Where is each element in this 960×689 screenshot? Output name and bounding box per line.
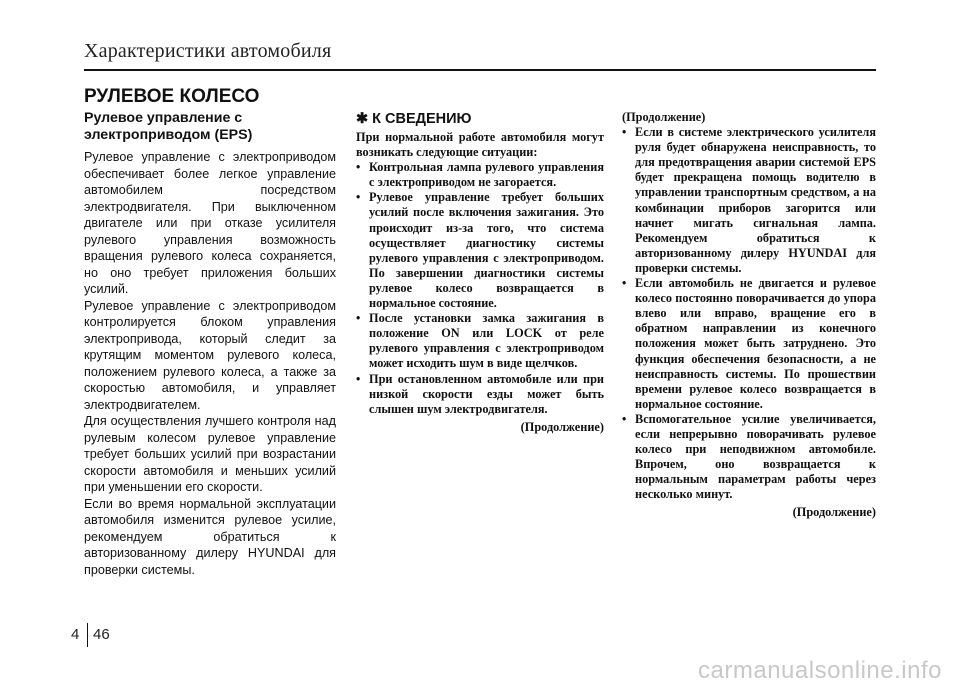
site-watermark: carmanualsonline.info bbox=[698, 657, 942, 684]
asterisk-icon: ✱ bbox=[356, 111, 369, 127]
bullet-icon: • bbox=[622, 125, 627, 140]
list-item-text: Если автомобиль не двигается и рулевое колесо постоянно поворачивается до упора влево или вправо, вращение его в обратном направлении из конечного положения может быть затруднено. Это функция обеспечения безопасности, а не неисправность системы. По прошествии времени рулевое колесо возвращается в нормальное состояние. bbox=[635, 276, 876, 411]
continued-top-label: (Продолжение) bbox=[622, 110, 706, 124]
header-rule bbox=[84, 69, 876, 71]
bullet-icon: • bbox=[356, 311, 361, 326]
list-item-text: Контрольная лампа рулевого управления с электроприводом не загорается. bbox=[369, 160, 604, 190]
continued-label: (Продолжение) bbox=[792, 505, 876, 520]
eps-paragraph: Для осуществления лучшего контроля над рулевым колесом рулевое управление требует больших усилий при возрастании скорости автомобиля и меньших усилий при уменьшении его скорости. bbox=[84, 414, 336, 494]
list-item-text: Рулевое управление требует больших усилий после включения зажигания. Это происходит из-за того, что система осуществляет диагностику системы рулевого управления с электроприводом. По завершении диагностики системы рулевое колесо возвращается в нормальное состояние. bbox=[369, 190, 604, 311]
eps-paragraph: Рулевое управление с электроприводом обеспечивает более легкое управление автомобилем посредством электродвигателя. При выключенном двигателе или при отказе усилителя рулевого управления возможность вращения рулевого колеса сохраняется, но оно требует приложения больших усилий. bbox=[84, 150, 336, 296]
list-item bbox=[356, 160, 604, 190]
notice-heading bbox=[356, 110, 604, 128]
eps-paragraph: Рулевое управление с электроприводом контролируется блоком управления электропривода, который следит за крутящим моментом рулевого колеса, положением рулевого колеса, а также за скоростью автомобиля, и управляет электродвигателем. bbox=[84, 298, 336, 412]
list-item-text: После установки замка зажигания в положение ON или LOCK от реле рулевого управления с электроприводом может исходить шум в виде щелчков. bbox=[369, 311, 604, 371]
chapter-number: 4 bbox=[71, 626, 80, 643]
list-item bbox=[356, 372, 604, 417]
bullet-icon: • bbox=[622, 276, 627, 291]
list-item-text: Вспомогательное усилие увеличивается, если непрерывно поворачивать рулевое колесо при неподвижном автомобиле. Впрочем, оно возвращается к нормальным параметрам работы через несколько минут. bbox=[635, 411, 876, 502]
column-notice bbox=[356, 110, 604, 435]
eps-subtitle: Рулевое управление с электроприводом (EPS) bbox=[84, 110, 253, 143]
list-item-text: При остановленном автомобиле или при низкой скорости езды может быть слышен шум электродвигателя. bbox=[369, 371, 604, 416]
list-item bbox=[356, 190, 604, 311]
list-item bbox=[622, 125, 876, 276]
continued-label: (Продолжение) bbox=[520, 419, 604, 434]
list-item bbox=[622, 276, 876, 412]
list-item bbox=[356, 311, 604, 371]
bullet-icon: • bbox=[356, 190, 361, 205]
section-title: РУЛЕВОЕ КОЛЕСО bbox=[84, 86, 260, 107]
page-number: 46 bbox=[93, 626, 110, 643]
notice-title: К СВЕДЕНИЮ bbox=[372, 111, 472, 127]
bullet-icon: • bbox=[356, 371, 361, 386]
bullet-icon: • bbox=[356, 160, 361, 175]
list-item-text: Если в системе электрического усилителя руля будет обнаружена неисправность, то для предотвращения аварии системой EPS будет прекращена помощь водителю в управлении транспортным средством, а на комбинации приборов загорится или начнет мигать сигнальная лампа. Рекомендуем обратиться к авторизованному дилеру HYUNDAI для проверки системы. bbox=[635, 125, 876, 275]
bullet-icon: • bbox=[622, 411, 627, 426]
notice-list bbox=[356, 160, 604, 417]
notice-intro: При нормальной работе автомобиля могут возникать следующие ситуации: bbox=[356, 130, 604, 160]
eps-paragraph: Если во время нормальной эксплуатации автомобиля изменится рулевое усилие, рекомендуем обратиться к авторизованному дилеру HYUNDAI для проверки системы. bbox=[84, 496, 336, 577]
header-title: Характеристики автомобиля bbox=[84, 40, 332, 62]
column-eps-description bbox=[84, 110, 336, 578]
column-notice-continued bbox=[622, 110, 876, 521]
page-number-divider bbox=[87, 623, 88, 647]
list-item bbox=[622, 412, 876, 503]
notice-list-continued bbox=[622, 125, 876, 502]
